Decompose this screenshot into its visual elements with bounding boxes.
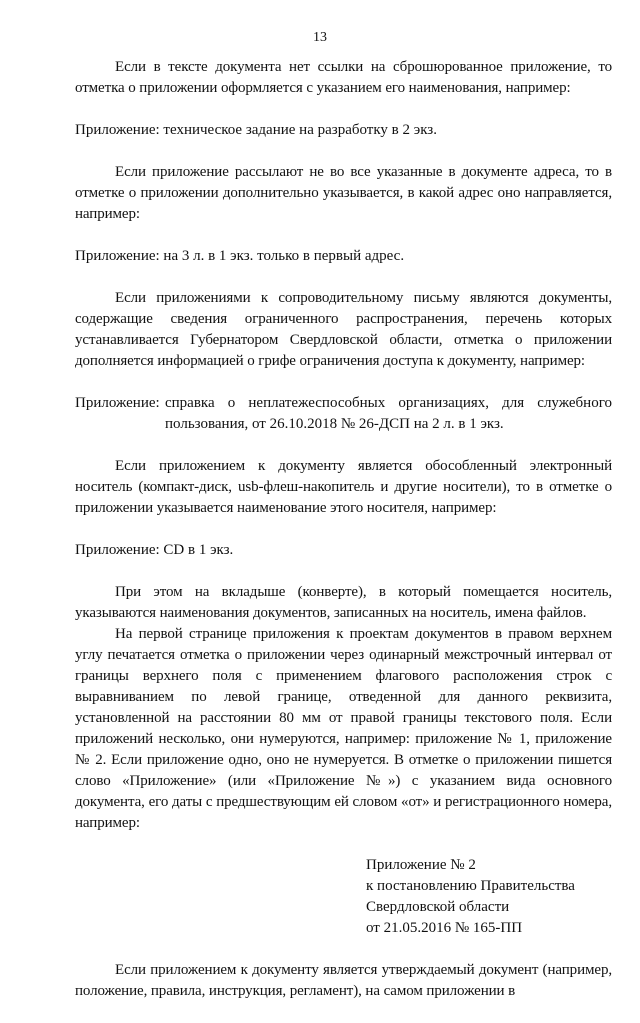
example-4: Приложение: CD в 1 экз.: [75, 542, 234, 558]
stamp-line-2: к постановлению Правительства: [366, 878, 575, 894]
paragraph-6: На первой странице приложения к проектам документов в правом верхнем углу печатается отметка о приложении через одинарный межстрочный интервал от границы верхнего поля с применением флагового расположения строк с выравниванием по левой границе, отведенной для данного реквизита, установленной на расстоянии 80 мм от правой границы текстового поля. Если приложений несколько, они нумеруются, например: приложение № 1, приложение № 2. Если приложение одно, оно не нумеруется. В отметке о приложении пишется слово «Приложение» (или «Приложение №») с указанием вида основного документа, его даты с предшествующим ей словом «от» и регистрационного номера, например:: [75, 626, 612, 831]
example-1: Приложение: техническое задание на разработку в 2 экз.: [75, 122, 437, 138]
document-body: [75, 57, 612, 1023]
stamp-line-3: Свердловской области: [366, 899, 510, 915]
example-2: Приложение: на 3 л. в 1 экз. только в первый адрес.: [75, 248, 405, 264]
example-3: [75, 393, 612, 435]
paragraph-7: Если приложением к документу является утверждаемый документ (например, положение, правила, инструкция, регламент), на самом приложении в: [75, 962, 612, 999]
example-3-label: Приложение:: [75, 395, 160, 411]
paragraph-5: При этом на вкладыше (конверте), в который помещается носитель, указываются наименования документов, записанных на носитель, имена файлов.: [75, 584, 612, 621]
paragraph-4: Если приложением к документу является обособленный электронный носитель (компакт-диск, usb-флеш-накопитель и другие носители), то в отметке о приложении указывается наименование этого носителя, например:: [75, 458, 612, 516]
paragraph-1: Если в тексте документа нет ссылки на сброшюрованное приложение, то отметка о приложении оформляется с указанием его наименования, например:: [75, 59, 612, 96]
example-3-text: справка о неплатежеспособных организациях, для служебного пользования, от 26.10.2018 № 26-ДСП на 2 л. в 1 экз.: [165, 395, 612, 432]
page-number: 13: [313, 30, 327, 45]
stamp-line-1: Приложение № 2: [366, 857, 476, 873]
paragraph-2: Если приложение рассылают не во все указанные в документе адреса, то в отметке о приложении дополнительно указывается, в какой адрес оно направляется, например:: [75, 164, 612, 222]
stamp-line-4: от 21.05.2016 № 165-ПП: [366, 920, 523, 936]
appendix-stamp-example: [366, 855, 612, 939]
paragraph-3: Если приложениями к сопроводительному письму являются документы, содержащие сведения ограниченного распространения, перечень которых устанавливается Губернатором Свердловской области, отметка о приложении дополняется информацией о грифе ограничения доступа к документу, например:: [75, 290, 612, 369]
